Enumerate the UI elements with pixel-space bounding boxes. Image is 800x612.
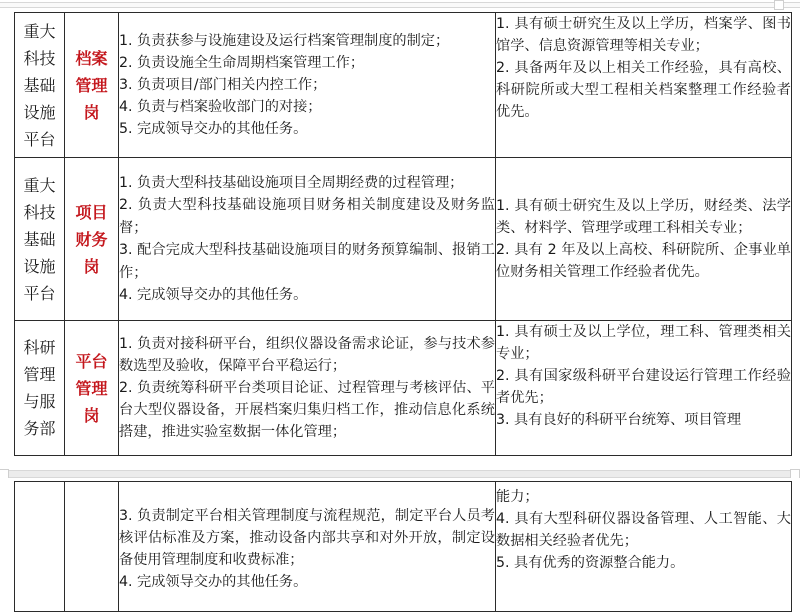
- department-cell: [15, 321, 65, 456]
- duty-item: 2. 负责大型科技基础设施项目财务相关制度建设及财务监督；: [119, 197, 495, 236]
- department-text: 管理: [23, 365, 56, 384]
- department-text: 务部: [23, 419, 56, 438]
- department-text: 平台: [23, 283, 56, 303]
- page-break: [0, 470, 800, 478]
- department-text: 平台: [23, 129, 56, 149]
- duty-item: 4. 完成领导交办的其他任务。: [119, 573, 308, 590]
- requirement-item: 2. 具有 2 年及以上高校、科研院所、企事业单位财务相关管理工作经验者优先。: [496, 242, 791, 280]
- duty-item: 2. 负责设施全生命周期档案管理工作；: [119, 55, 365, 71]
- requirement-item: 1. 具有硕士研究生及以上学历，财经类、法学类、材料学、管理学或理工科相关专业；: [496, 198, 791, 236]
- requirement-item: 5. 具有优秀的资源整合能力。: [496, 555, 685, 571]
- position-title: 管理: [75, 378, 108, 398]
- position-title: 档案: [75, 48, 108, 68]
- job-table-continued: [14, 481, 792, 612]
- table-row: [15, 321, 792, 456]
- requirements-cell: [496, 482, 792, 612]
- page-top-edge: [0, 2, 800, 8]
- position-title: 岗: [83, 102, 100, 122]
- duty-item: 3. 负责项目/部门相关内控工作；: [119, 77, 327, 93]
- table-row: [15, 13, 792, 158]
- requirement-item: 能力；: [496, 489, 539, 505]
- page-corner-marker: [774, 0, 784, 10]
- duties-cell: [119, 321, 496, 456]
- department-text: 科技: [23, 48, 56, 68]
- position-cell: [65, 13, 119, 158]
- department-text: 科技: [23, 202, 56, 222]
- department-cell: [15, 13, 65, 158]
- duty-item: 1. 负责对接科研平台，组织仪器设备需求论证，参与技术参数选型及验收，保障平台平稳运行；: [119, 336, 495, 374]
- requirement-item: 4. 具有大型科研仪器设备管理、人工智能、大数据相关经验者优先；: [496, 511, 791, 549]
- table-row: [15, 158, 792, 321]
- table-row: [15, 482, 792, 612]
- duty-item: 1. 负责大型科技基础设施项目全周期经费的过程管理；: [119, 174, 464, 191]
- position-title: 管理: [75, 75, 108, 95]
- department-text: 重大: [23, 21, 56, 41]
- duties-cell: [119, 13, 496, 158]
- position-title: 岗: [83, 256, 100, 276]
- position-cell: [65, 482, 119, 612]
- requirement-item: 3. 具有良好的科研平台统筹、项目管理: [496, 412, 742, 428]
- department-text: 设施: [23, 102, 56, 122]
- department-text: 基础: [23, 75, 56, 95]
- duty-item: 1. 负责获参与设施建设及运行档案管理制度的制定；: [119, 33, 450, 49]
- requirements-cell: [496, 321, 792, 456]
- department-text: 基础: [23, 229, 56, 249]
- requirement-item: 1. 具有硕士研究生及以上学历，档案学、图书馆学、信息资源管理等相关专业；: [496, 16, 791, 54]
- duties-cell: [119, 482, 496, 612]
- department-cell: [15, 482, 65, 612]
- department-text: 设施: [23, 256, 56, 276]
- duties-cell: [119, 158, 496, 321]
- duty-item: 4. 完成领导交办的其他任务。: [119, 287, 308, 303]
- requirement-item: 2. 具备两年及以上相关工作经验，具有高校、科研院所或大型工程相关档案整理工作经验者优先。: [496, 60, 791, 120]
- department-text: 与服: [23, 392, 56, 411]
- position-cell: [65, 158, 119, 321]
- requirements-cell: [496, 158, 792, 321]
- position-cell: [65, 321, 119, 456]
- department-cell: [15, 158, 65, 321]
- duty-item: 3. 配合完成大型科技基础设施项目的财务预算编制、报销工作；: [119, 242, 495, 281]
- job-table: [14, 12, 792, 456]
- position-title: 项目: [75, 202, 108, 222]
- requirements-cell: [496, 13, 792, 158]
- duty-item: 3. 负责制定平台相关管理制度与流程规范，制定平台人员考核评估标准及方案，推动设备内部共享和对外开放，制定设备使用管理制度和收费标准；: [119, 507, 495, 568]
- requirement-item: 2. 具有国家级科研平台建设运行管理工作经验者优先；: [496, 368, 791, 406]
- duty-item: 4. 负责与档案验收部门的对接；: [119, 99, 322, 115]
- duty-item: 2. 负责统筹科研平台类项目论证、过程管理与考核评估、平台大型仪器设备，开展档案归集归档工作，推动信息化系统搭建，推进实验室数据一体化管理；: [119, 380, 495, 440]
- position-title: 平台: [75, 351, 108, 371]
- duty-item: 5. 完成领导交办的其他任务。: [119, 121, 308, 137]
- requirement-item: 1. 具有硕士及以上学位，理工科、管理类相关专业；: [496, 324, 791, 362]
- department-text: 重大: [23, 175, 56, 195]
- department-text: 科研: [23, 338, 56, 357]
- position-title: 财务: [75, 229, 108, 249]
- position-title: 岗: [83, 405, 100, 425]
